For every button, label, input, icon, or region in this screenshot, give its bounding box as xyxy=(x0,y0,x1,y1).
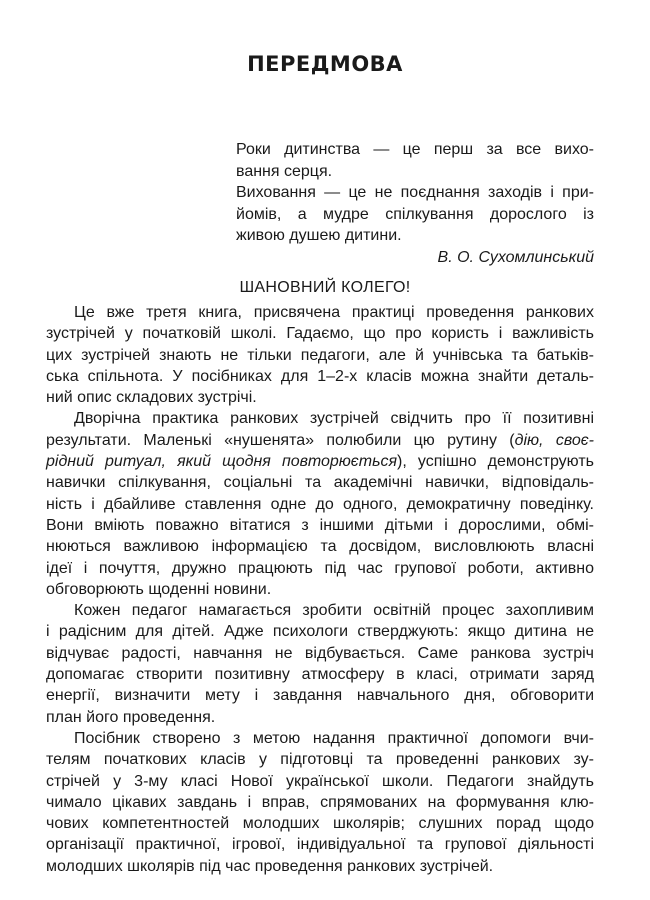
epigraph-author: В. О. Сухомлинський xyxy=(437,248,594,266)
text-line xyxy=(46,451,594,472)
text-line: чових компетентностей молодших школярів; слушних порад щодо xyxy=(46,815,594,833)
text-line: Дворічна практика ранкових зустрічей свідчить про її позитивні xyxy=(74,410,594,428)
epigraph-line: вання серця. xyxy=(236,162,333,180)
text-line: ний опис складових зустрічі. xyxy=(46,389,257,407)
text-line xyxy=(46,430,594,451)
text-line: Це вже третя книга, присвячена практиці проведення ранкових xyxy=(74,304,594,321)
text-line: цих зустрічей знають не тільки педагоги, але й учнівська та батьків- xyxy=(46,346,594,364)
text-line: Вони вміють поважно вітатися з іншими дітьми і дорослими, обмі- xyxy=(46,516,594,534)
epigraph-line: йомів, а мудре спілкування дорослого із xyxy=(236,205,594,223)
text-line: стрічей у 3-му класі Нової української школи. Педагоги знайдуть xyxy=(46,772,594,790)
text-line: молодших школярів під час проведення ранкових зустрічей. xyxy=(46,857,494,875)
text-line: ність і дбайливе ставлення одне до одного, демократичну поведінку. xyxy=(46,495,594,513)
page-title: ПЕРЕДМОВА xyxy=(247,52,403,76)
text-line: і радісним для дітей. Адже психологи стверджують: якщо дитина не xyxy=(46,623,594,641)
paragraph xyxy=(46,600,594,728)
epigraph xyxy=(236,139,594,268)
text-line: нюються важливою інформацією та досвідом, висловлюють власні xyxy=(46,538,594,556)
text-line: навички спілкування, соціальні та академічні навички, відповідаль- xyxy=(46,474,594,492)
text-line: зустрічей у початковій школі. Гадаємо, що про користь і важливість xyxy=(46,325,594,343)
text-line: організації практичної, ігрової, індивідуальної та групової діяльності xyxy=(46,836,594,854)
italic-segment: рідний ритуал, який щодня повторюється xyxy=(46,453,398,471)
epigraph-line: Виховання — це не поєднання заходів і при- xyxy=(236,184,594,201)
preface-body xyxy=(46,302,594,877)
text-line: ська спільнота. У посібниках для 1–2-х класів можна знайти деталь- xyxy=(46,367,594,385)
text-line: Кожен педагог намагається зробити освітній процес захопливим xyxy=(74,602,594,620)
paragraph xyxy=(46,408,594,600)
italic-segment: дію, своє- xyxy=(514,431,594,449)
text-line: допомагає створити позитивну атмосферу в класі, отримати заряд xyxy=(46,666,594,684)
text-line: енергії, визначити мету і завдання навчального дня, обговорити xyxy=(46,687,594,705)
text-line: чимало цікавих завдань і вправ, спрямованих на формування клю- xyxy=(46,793,594,811)
epigraph-line: Роки дитинства — це перш за все вихо- xyxy=(236,141,594,158)
text-line: ідеї і почуття, дружно працюють під час групової роботи, активно xyxy=(46,559,594,577)
text-line: Посібник створено з метою надання практичної допомоги вчи- xyxy=(74,729,594,747)
epigraph-line: живою душею дитини. xyxy=(236,227,402,244)
text-line: план його проведення. xyxy=(46,708,216,726)
text-line: телям початкових класів у підготовці та проведенні ранкових зу- xyxy=(46,751,594,769)
paragraph xyxy=(46,302,594,408)
text-line: відчуває радості, навчання не відбувається. Саме ранкова зустріч xyxy=(46,644,594,662)
text-segment: ), успішно демонструють xyxy=(397,453,594,471)
greeting-heading: ШАНОВНИЙ КОЛЕГО! xyxy=(239,279,411,296)
text-segment: результати. Маленькі «нушенята» полюбили цю рутину ( xyxy=(46,431,515,449)
paragraph xyxy=(46,728,594,877)
text-line: обговорюють щоденні новини. xyxy=(46,580,272,598)
